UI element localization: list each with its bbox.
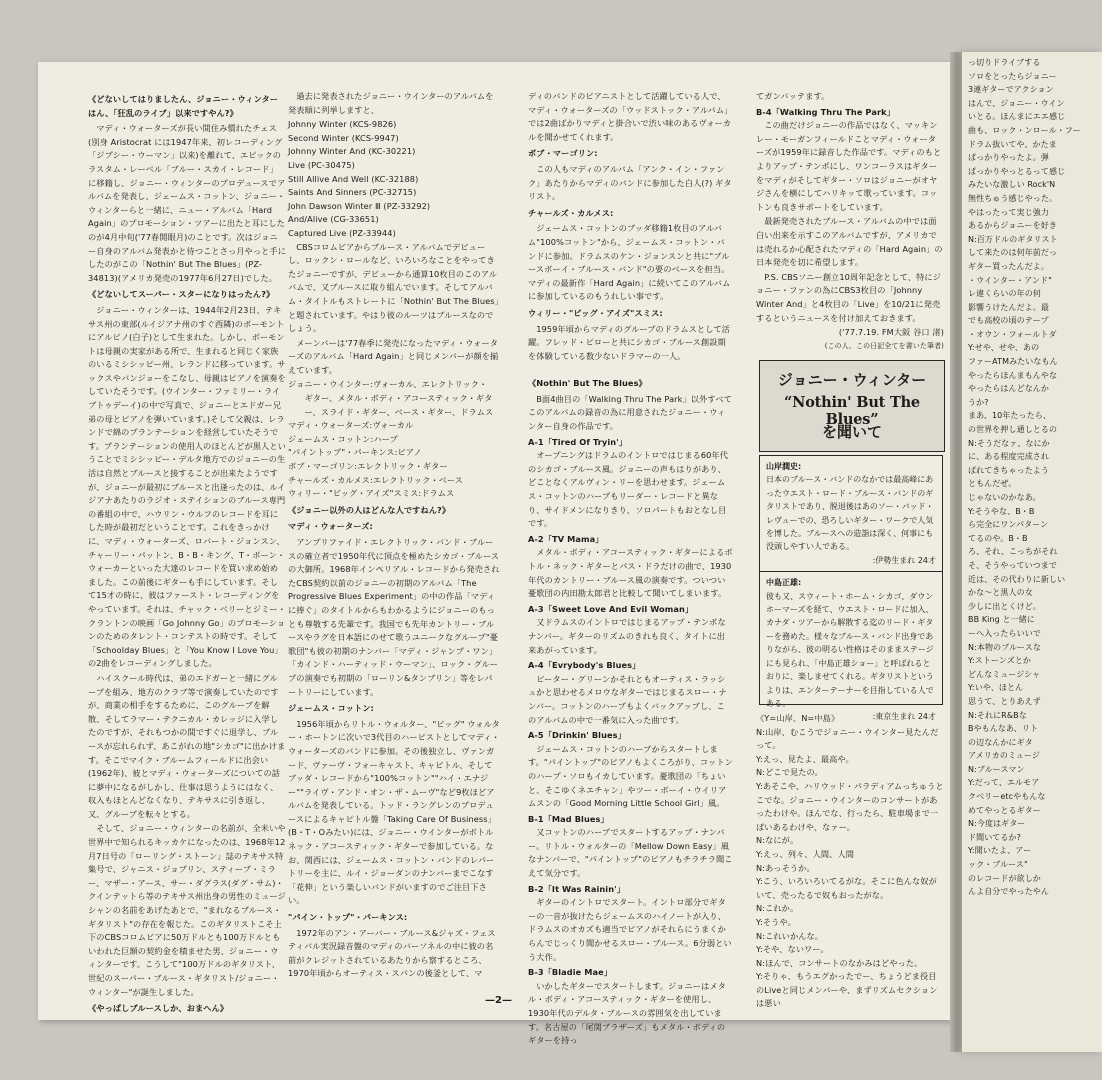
feature-title-album: “Nothin' But The Blues” [784,394,920,428]
reviewer-bio: 彼も又、スウィート・ホーム・シカゴ、ダウンホーマーズを経て、ウエスト・ロードに加入、カナダ・ツアーから解散する迄のリード・ギターを務めた。様々なブルース・バンド出身でありながら、彼の明るい性格はそのままステージにも見られ、「中島正雄ショー」と呼ばれるとおりに、楽しませてくれる。ギタリストというよりは、エンターテーナーを目指している人である。 [766,591,934,708]
next-page-line: ぱっかりやっとるって感じ [968,166,1066,176]
author-credit: ('77.7.19. FM大阪 谷口 渚) [838,327,944,338]
reviewer-origin: :東京生まれ 24才 [872,712,936,722]
member-item: ジェームス・コットン:ハープ [288,433,398,444]
track-title: B-1「Mad Blues」 [528,813,609,824]
section-question-2: 《どないしてスーパー・スターになりはったん?》 [88,289,275,300]
paragraph: CBSコロムビアからブルース・アルバムでデビューし、ロックン・ロールなど、いろいろなことをやってきたジョニーですが、デビューから通算10枚目のこのアルバムで、又ブルースに取り組んでいます。そしてアルバム・タイトルもストレートに「Nothin' But The Blues」と題されています。やはり彼のルーツはブルースなのでしょう。 [288,241,499,334]
next-page-line: ック・ブルース" [968,860,1028,870]
next-page-line: 無性ちゅう感じやった。 [968,193,1058,203]
next-page-line: N:それにR&Bな [968,710,1027,720]
next-page-line: ド聞いてるか? [968,832,1021,842]
next-page-line: N:ブルースマン [968,764,1025,774]
next-page-line: 曲も、ロック・ンロール・フー [968,125,1081,135]
next-page-line: ぱっかりやったよ。弾 [968,153,1049,163]
paragraph: ジェームス・コットンのブッダ移籍1枚目のアルバム"100%コットン"から、ジェームス・コットン・バンドに参加。ドラムスのケン・ジョンスンと共に"ブルースボーイ・ブルース・バンド"の要のベースを担当。マディの最新作「Hard Again」に続いてこのアルバムに参加しているのもうれしい事です。 [528,223,731,302]
next-page-line: じゃないのかなあ。 [968,493,1041,502]
next-page-line: やったらほんまもんやな [968,370,1058,380]
musician-heading: チャールズ・カルメス: [528,207,614,218]
next-page-line: めてやっとるギター [968,805,1041,815]
dialogue-line: N:これか。 [756,903,799,914]
paragraph: 1956年頃からリトル・ウォルター、"ビッグ" ウォルター・ホートンに次いで3代目のハーピストとしてマディ・ウォーターズのバンドに参加。その後独立し、ヴァンガード、ヴァーヴ・フォーキャスト、キャピトル、そしてブッダ・レコードから"100%コットン""ハイ・エナジー""ライヴ・アンド・オン・ザ・ムーヴ"など9枚ほどアルバムを発表している。トッド・ラングレンのプロデュースによるキャピトル盤「Taking Care Of Business」(B・T・Oみたい)には、ジョニー・ウインターがボトルネック・アコースティック・ギターで参加している。なお、関西には、ジェームス・コットン・バンドのレパートリーを主に、ルイ・ジョーダンのナンバーまでこなす「花伸」という楽しいバンドがいますのでご注目下さい。 [288,718,500,906]
next-page-line: ともんだぜ。 [968,479,1017,489]
next-page-line: ばれてきちゃったよう [968,465,1049,475]
column-3 [528,90,733,1046]
next-page-line: のレコードが欲しか [968,873,1041,883]
next-page-line: んよ自分でやったやん [968,887,1049,897]
paragraph: メーンバーは'77春季に発売になったマディ・ウォーターズのアルバム「Hard Again」と同じメンバーが顔を揃えています。 [288,337,499,375]
album-heading: 《Nothin' But The Blues》 [528,378,647,389]
next-page-line: 3連ギターでアクション [968,85,1054,95]
next-page-line: いとる。ほんまにエエ感じ [968,112,1066,122]
next-page-line: ・オウン・フォールトダ [968,329,1057,339]
paragraph: P.S. CBSソニー創立10周年記念として、特にジョニー・ファンの為にCBS3枚目の「Johnny Winter And」と4枚目の「Live」を10/21に発売するというニュースを付け加えておきます。 [756,271,941,323]
next-page-line: ら完全にワンパターン [968,520,1049,530]
dialogue-line: N:ほんで、コンサートのなかみはどやった。 [756,957,923,968]
reviewer-profile [760,460,942,567]
next-page-line: まあ、10年たったら、 [968,411,1051,421]
reviewer-origin: :伊勢生まれ 24才 [872,555,936,565]
reviewer-name: 山岸潤史: [766,462,802,471]
track-description: オープニングはドラムのイントロではじまる60年代のシカゴ・ブルース風。ジョニーの声もはりがあり、どことなくアルヴィン・リーを思わせます。ジェームス・コットンのハープもリーダー・レコードと異なり、サイドメンになりきり、ソロパートもおとなし目です。 [528,450,729,529]
track-description: 又コットンのハープでスタートするアップ・ナンバー。リトル・ウォルターの「Mellow Down Easy」風なナンバーで、"パイントップ"のピアノもチラチラ聞こえて気分です。 [528,827,733,879]
member-item: マディ・ウォーターズ:ヴォーカル [288,420,414,431]
album-item: Johnny Winter (KCS-9826) [288,119,397,130]
paragraph: てガンバッテます。 [756,91,830,101]
next-page-line: アメリカのミュージ [968,751,1041,761]
next-page-line: レ違くらいの年の何 [968,289,1041,299]
reviewer-profile [760,576,942,723]
next-page-line: 少しに出とくけど。 [968,601,1041,611]
album-list [288,118,500,240]
paragraph: マディ・ウォーターズが長い間住み慣れたチェス(別身 Aristocrat には1947年来、初レコーディング「ジプシー・ウーマン」以来)を離れて、エピックのラスタム・レーベル「ブルー・スカイ・レコード」に移籍し、ジョニー・ウィンターのプロデュースでアルバムを発表し、ジェームス・コットン、ジョニー・ウィンターらと一緒に、ニュー・アルバム「Hard Again」のプロモーション・ツアーに出たと耳にしたのが4月中旬('77春開眼月)のことです。次はジョニー自身のアルバム発表かと待つことさっ月やっと手にしたのがこの「Nothin' But The Blues」(PZ-34813)(アメリカ発売の1977年6月27日)でした。 [88,123,286,283]
next-page-line: そ、そうやっていつまで [968,560,1057,570]
dialogue-line: Y:あそこや、ハリウッド・パラディアムっちゅうとこでな。ジョニー・ウインターのコンサートがあったわけや。ほんでな、行ったら、駐車場まで一ぱいあるわけや、なァー。 [756,780,944,832]
member-item: "パイントップ"・パーキンス:ピアノ [288,447,422,458]
next-page-line: Y:いや、ほとん [968,683,1024,693]
next-page-line: 影響うけたんだよ。最 [968,302,1049,312]
paragraph: この人もマディのアルバム「アンク・イン・ファンク」あたりからマディのバンドに参加した白人(?) ギタリスト。 [528,163,732,202]
track-description: 又ドラムスのイントロではじまるアップ・テンポなナンバー。ギターのリズムのきれも良く、タイトに出来あがっています。 [528,617,726,655]
member-item: ウィリー・"ビッグ・アイズ"スミス:ドラムス [288,488,455,499]
reviewer-bio: 日本のブルース・バンドのなかでは最高峰にあったウエスト・ロード・ブルース・バンドのギタリストであり、脱退後はあのソー・バッド・レヴューでの、恐ろしいギター・ワークで人気を博した。ブルースへの造詣は深く、何事にも没頭しやすい人である。 [766,475,934,552]
musician-heading: マディ・ウォーターズ: [288,521,373,532]
musician-heading: ウィリー・"ビッグ・アイズ"スミス: [528,307,663,318]
dialogue-line: Y:そうや。 [756,916,796,927]
member-list [288,378,500,500]
next-page-line: てるのや。B・B [968,533,1028,543]
next-page-line: やったらはんどなんか [968,384,1049,394]
next-page-line: ろ、それ、こっちがそれ [968,547,1058,557]
section-question-3: 《やっぱしブルースしか、おまへん》 [88,1003,229,1014]
dialogue-column [756,712,944,1012]
album-item: Second Winter (KCS-9947) [288,132,399,143]
album-item: Johnny Winter And (KC-30221) [288,146,416,157]
member-item: チャールズ・カルメス:エレクトリック・ベース [288,474,464,485]
next-page-line: N:そうだなァ、なにか [968,438,1050,448]
feature-title-suffix: を聞いて [821,423,882,441]
paragraph: そして、ジョニー・ウィンターの名前が、全米いや世界中で知られるキッカケになったのは、1968年12月7日号の「ローリング・ストーン」誌のテキサス特集号で、ジャニス・ジョプリン、スティーブ・ミラー、マザー・アース、サー・ダグラス(ダグ・サム)・クインテットら等のテキサス州出身の男性のミュージシャンの名前をあげたあとで、"まれなるブルース・ギタリスト"の存在を報じた。このギタリストこそ上下のCBSコロムビアに50万ドルとも100万ドルともいわれた巨額の契約金を積ませた男、ジョニー・ウィンターです。こうして"100万ドルのギタリスト、世紀のスーパー・ブルース・ギタリスト/ジョニー・ウィンター"が誕生しました。 [88,823,286,997]
track-description: ギターのイントロでスタート。イントロ部分でギターの一音が抜けたらジェームスのハイノートが入り、ドラムスのオカズも適当でピアノがそれらにうまくからんでじっくり聞かせるスロー・ブルース。6分弱という大作。 [528,897,732,962]
member-item: ギター、メタル・ボディ・アコースティック・ギタ [288,393,493,404]
next-page-line: して来たのは何年前だっ [968,248,1058,258]
dialogue-line: Y:そや、ないワー。 [756,944,829,955]
next-page-line: どんなミュージシャ [968,669,1041,679]
dialogue-line: N:なにが。 [756,835,799,846]
next-page-line: クベリーetcやもんな [968,792,1046,802]
next-page-line: Y:聞いたよ、アー [968,846,1032,856]
divider [760,571,942,572]
album-item: Saints And Sinners (PC-32715) [288,187,417,198]
next-page-line: ソロをとったらジョニー [968,71,1057,81]
paragraph: アンプリファイド・エレクトリック・バンド・ブルースの確立者で1950年代に頂点を極めたシカゴ・ブルースの大御所。1968年インペリアル・レコードから発売されたCBS契約以前のジョニーの初期のアルバム「The Progressive Blues Experiment」の中の作品「マディに捧ぐ」のタイトルからもわかるようにジョニーのもっとも尊敬する先輩です。我国でも先年カントリー・ブルースやラグを日本語にのせて歌うユニークなグループ"憂歌団"も彼の初期のナンバー「マディ・ジャンプ・ワン」「カインド・ハーティッド・ウーマン」、ロック・グループの演奏でも初期の「ローリン&タンブリン」等をレパートリーにしています。 [288,537,500,697]
track-title: A-5「Drinkin' Blues」 [528,730,626,741]
dialogue-line: Y:こう、いろいろいてるがな。そこに色んな奴がいて、売ったるで奴もおったがな。 [756,876,937,900]
page-number: —2— [485,995,512,1006]
track-description: この曲だけジョニーの作品ではなく、マッキンレー・モーガンフィールドことマディ・ウォーターズが1959年に録音した作品です。マディのもとよりアップ・テンポにし、ワンコーラスはギターをマディがそしてギター・ソロはジョニーがオヤジさんを横にしてハリキッて歌っています。コットンも良きサポートをしています。 [756,120,942,212]
paragraph: ジョニー・ウィンターは、1944年2月23日、テキサス州の東部(ルイジアナ州のすぐ西隣)のボーモントにアルビノ(白子)として生まれた。しかし、ボーモントは母親の実家がある所で、生まれると同じく家族のいるミシシッピー州、レランドに移っています。サックスやバンジョーをこなし、母親はピアノを演奏をしていたそうです。(ウインター・ファミリー・ライブトゥデーイ)の中で写真で、ジョニーとエドガー兄弟の母とピアノを弾いています。)そして父親は、レランドで綿のプランテーションを経営していたそうです。プランテーションの使用人のほとんどが黒人ということでミシシッピー・デルタ地方でのジョニーの生活は自然とブルースと接することが出来たようですが、ジョニーが最初にブルースと出逢ったのは、ルイジアナあたりのラジオ・ステイションのブルース専門の番組の中で、ハウリン・ウルフのレコードを耳にした時が最初だということです。これをきっかけに、マディ・ウォーターズ、ロバート・ジョンスン、チャーリー・パットン、B・B・キング、T・ボーン・ウォーカーといった大達のレコードを買い求め始めました。この前後にギターも手にしています。そして15才の時に、彼はファースト・レコーディングをやっています。それは、チャック・ベリーとジミー・クラントンの映画「Go Johnny Go」のプロモーションのためのタレント・コンテストの時です。そして「Schoolday Blues」と「You Know I Love You」の2曲をレコーディングしました。 [88,304,286,669]
next-page-line: に、ある程度完成され [968,452,1049,462]
next-page-line: っ切りドライブする [968,58,1041,67]
next-page-line: N:百万ドルのギタリスト [968,234,1058,244]
paragraph: B面4曲目の「Walking Thru The Park」以外すべてこのアルバムの録音の為に用意されたジョニー・ウィンター自身の作品です。 [528,393,733,432]
next-page-line: N:今度はギター [968,819,1026,829]
feature-title-artist: ジョニー・ウィンター [777,371,927,389]
paragraph: 過去に発表されたジョニー・ウインターのアルバムを発表順に列挙しますと、 [288,91,494,115]
next-page-line: N:本物のブルースな [968,642,1041,652]
next-page-line: Y:ストーンズとか [968,656,1032,666]
album-item: Still Allive And Well (KC-32188) [288,173,419,184]
next-page-line: ーへ入ったらいいで [968,628,1041,638]
track-title: B-2「It Was Rainin'」 [528,883,626,894]
feature-title-box [759,360,945,452]
paragraph: ディのバンドのピアニストとして活躍している人で、マディ・ウォーターズの「ウッドストック・アルバム」では2曲ばかりマディと掛合いで渋い味のあるヴォーカルを聞かせてくれます。 [528,91,733,142]
next-page-line: Y:だって、エルモア [968,778,1040,788]
track-description: いかしたギターでスタートします。ジョニーはメタル・ボディ・アコースティック・ギターを使用し、1930年代のデルタ・ブルースの雰囲気を出しています。名古屋の「尾関ブラザーズ」もメタル・ボディのギターを持っ [528,980,726,1046]
album-item: And/Alive (CG-33651) [288,214,379,225]
musician-heading: "パイン・トップ"・パーキンス: [288,912,408,923]
track-title: A-2「TV Mama」 [528,533,604,544]
reviewer-name: 中島正雄: [766,578,802,588]
paragraph: ハイスクール時代は、弟のエドガーと一緒にグループを組み、地方のクラブ等で演奏していたのですが、商業の相手をするために、このグループを解散、そしてラマー・テクニカル・カレッジに入学したのですが、それもつかの間ですぐに退学し、ブルースが忘れられず、あこがれの地"シカゴ"に出かけます。そこでマイク・ブルームフィールドに出会い(1962年)、彼とマディ・ウォーターズについての話に夢中になるがしかし、仕事は思うようにはなく、収入もほとんどなくなり、テキサスに引き返し、又、グループを転々とする。 [88,672,286,819]
track-title: A-3「Sweet Love And Evil Woman」 [528,603,694,614]
next-page-line: はんで、ジョニー・ウイン [968,98,1065,108]
dialogue-line: Y:えっ、列々、人間、人間 [756,848,855,859]
track-title: B-4「Walking Thru The Park」 [756,106,895,117]
column-2 [288,90,500,990]
dialogue-line: N:山岸、むこうでジョニー・ウインター見たんだって。 [756,726,939,751]
track-description: ピーター・グリーンかそれともオーティス・ラッシュかと思わせるメロウなギターではじまるスロー・ナンバー。コットンのハープもよくバックアップし、このアルバムの中で一番気に入った曲です。 [528,673,727,725]
next-page-line: あるからジョニーを好き [968,221,1057,231]
dialogue-line: N:これいかんな。 [756,930,824,941]
next-page-line: ギター買ったんだよ。 [968,261,1049,271]
track-title: A-1「Tired Of Tryin'」 [528,436,628,447]
track-description: メタル・ボディ・アコースティック・ギターによるボトル・ネック・ギターとパス・ドラだけの曲で、1930年代のカントリー・ブルース風の演奏です。ついつい憂歌団の内田勘太郎君と比較して聞いてしまいます。 [528,547,733,599]
dialogue-line: N:あっそうか。 [756,862,815,873]
album-item: John Dawson Winter Ⅲ (PZ-33292) [288,200,431,211]
paragraph: 1972年のアン・アーバー・ブルース&ジャズ・フェスティバル実況録音盤のマディのバーソネルの中に彼の名前がクレジットされているあたりから察するところ、1970年頃からオーティス・スパンの後釜として、マ [288,927,496,979]
track-list [528,436,733,1048]
track-title: A-4「Evrybody's Blues」 [528,660,641,671]
next-page-line: みたいな激しい Rock'N [968,180,1056,190]
next-page-line: Y:せや、せや、あの [968,343,1040,353]
album-item: Live (PC-30475) [288,159,355,170]
section-question-1: 《どないしてはりましたん、ジョニー・ウィンターはん、「狂乱のライブ」以来ですやん?》 [88,94,279,118]
next-page-line: の世界を押し通しとるの [968,425,1058,435]
next-page-line: ドラム抜いてや、かたま [968,139,1057,149]
next-page-line: の辺なんかにギタ [968,737,1033,747]
member-item: ー、スライド・ギター、ベース・ギター、ドラムス [288,406,494,417]
dialogue-line: Y:えっ、見たよ、最高や。 [756,753,854,764]
next-page-line: ・ウインター・アンド" [968,275,1052,285]
author-note: (この人、この日記全てを書いた筆者) [824,341,944,350]
next-page-line: 思うて、とりあえず [968,696,1041,706]
paragraph: 最新発売されたブルース・アルバムの中では面白い出来を示すこのアルバムですが、アメリカでは売れるか心配されたマディの「Hard Again」の日本発売を切に希望します。 [756,216,943,268]
section-question: 《ジョニー以外の人はどんな人ですねん?》 [288,504,451,515]
next-page-line: うか? [968,397,989,407]
next-page-column [968,56,1080,1046]
musician-heading: ボブ・マーゴリン: [528,148,598,159]
member-item: ボブ・マーゴリン:エレクトリック・ギター [288,461,448,472]
album-item: Captured Live (PZ-33944) [288,227,396,238]
paragraph: 1959年頃からマディのグループのドラムスとして活躍。フレッド・ビローと共にシカゴ・ブルース創設期を体験している数少ないドラマーの一人。 [528,323,731,361]
next-page-line: Y:そうやな、B・B [968,506,1035,516]
next-page-line: BB King と一緒に [968,615,1035,625]
dialogue-key: 《Y=山岸、N=中島》 [756,713,840,723]
dialogue-line: N:どこで見たの。 [756,767,823,778]
next-page-line: 近は、その代わりに新しい [968,574,1066,584]
musician-heading: ジェームス・コットン: [288,703,374,714]
next-page-line: Bやもんなあ、リト [968,724,1039,734]
track-description: ジェームス・コットンのハープからスタートします。"パイントップ"のピアノもよくころがり、コットンのハープ・ソロもイカしています。憂歌団の「ちょいと、そこゆくネエチャン」やツー・ボーイ・ウイリアムスンの「Good Morning Little School Girl」風。 [528,743,733,809]
member-item: ジョニー・ウインター:ヴォーカル、エレクトリック・ [288,379,488,390]
track-title: B-3「Bladie Mae」 [528,967,613,978]
next-page-line: ファーATMみたいなもん [968,357,1058,367]
next-page-line: かな〜と黒人の女 [968,588,1033,598]
next-page-line: でも高校の頃のテープ [968,316,1049,326]
dialogue-line: Y:そりゃ、もうエグかったでー、ちょうどま役目のLiveと同じメンバーや、まずリズムセクションは悪い [756,971,938,1009]
column-1 [88,90,286,1014]
next-page-line: やはったって実じ強力 [968,207,1049,217]
